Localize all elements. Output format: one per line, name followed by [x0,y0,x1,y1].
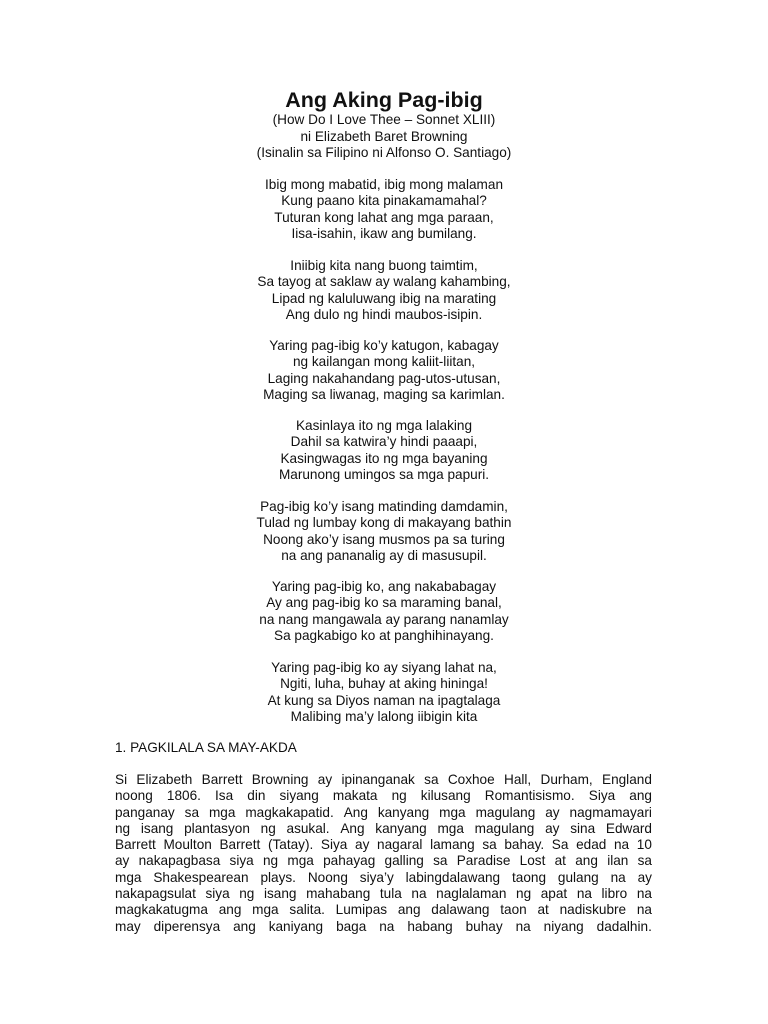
bio-word: Siya [320,837,348,853]
stanza-2 [0,258,768,323]
bio-word: Lost [519,853,546,869]
bio-word: sa [637,853,652,869]
bio-line [115,902,652,918]
bio-word: lamang [430,837,475,853]
bio-word: taon [500,902,527,918]
bio-word: at [554,853,566,869]
poem-line: Pag-ibig ko’y isang matinding damdamin, [260,499,508,514]
bio-word: buhay [465,918,503,934]
bio-word: libro [601,886,628,902]
bio-word: labingdalawang [405,869,501,885]
bio-word: 10 [636,837,652,853]
author-line: ni Elizabeth Baret Browning [300,128,468,144]
bio-word: gulang [557,869,599,885]
bio-word: na [636,886,652,902]
poem-line: Ang dulo ng hindi maubos-isipin. [285,306,483,322]
poem-line: Marunong umingos sa mga papuri. [278,466,490,482]
bio-word: mga [252,902,279,918]
poem-line: Iniibig kita nang buong taimtim, [290,258,478,273]
bio-word: kanyang [375,820,427,836]
translator-line: (Isinalin sa Filipino ni Alfonso O. Santiago) [256,145,512,160]
bio-word: ay [317,772,333,787]
bio-word: Coxhoe [447,772,495,787]
bio-word: Noong [307,869,348,885]
stanza-6 [0,579,768,644]
author-biography [115,772,652,935]
poem-line: Lipad ng kaluluwang ibig na marating [271,290,497,306]
bio-word: ng [262,853,279,869]
bio-word: mga [437,820,464,836]
bio-word: ng [391,788,407,804]
bio-word: Ang [343,804,368,820]
poem-line: Malibing ma’y lalong iibigin kita [290,708,478,724]
bio-word: niyang [543,918,584,934]
bio-word: mahabang [306,886,371,902]
bio-word: Sa [551,837,569,853]
bio-word: Paradise [456,853,511,869]
bio-word: ilan [607,853,629,869]
bio-word: Lumipas [335,902,388,918]
bio-word: na [515,918,531,934]
poem-title: Ang Aking Pag-ibig [285,88,483,112]
poem-line: ng kailangan mong kaliit-liitan, [292,354,476,370]
poem-line: Kasinlaya ito ng mga lalaking [295,418,473,433]
bio-word: baga [336,918,367,934]
poem-line: Yaring pag-ibig ko ay siyang lahat na, [271,660,497,675]
bio-word: England [602,772,652,787]
poem-line: Kasingwagas ito ng mga bayaning [280,450,488,466]
bio-word: sa [433,853,448,869]
bio-word: Barrett [201,772,243,787]
bio-word: nadiskubre [559,902,627,918]
bio-line [115,837,652,853]
bio-line [115,853,652,869]
bio-word: kilusang [420,788,471,804]
bio-line [115,772,652,788]
bio-word: kaniyang [268,918,324,934]
bio-word: Barrett [219,837,261,853]
bio-line [115,805,652,821]
bio-line [115,788,652,804]
bio-word: nakapagbasa [138,853,221,869]
bio-word: dalawang [431,902,490,918]
poem-line: na ang pananalig ay di masusupil. [281,547,487,563]
bio-word: tula [379,886,402,902]
bio-word: dadalhin. [596,918,652,934]
bio-line [115,886,652,902]
bio-word: (Tatay). [267,837,314,853]
bio-word: makata [332,788,378,804]
bio-word: siyang [279,788,319,804]
bio-word: at [537,902,549,918]
bio-word: kanyang [377,804,430,820]
stanza-7 [0,660,768,725]
bio-word: plantasyon [184,820,250,836]
bio-word: taong [512,869,547,885]
bio-word: ay [115,853,130,869]
bio-word: ng [516,886,532,902]
poem-line: Sa pagkabigo ko at panghihinayang. [274,627,494,643]
bio-word: na [379,918,395,934]
poem-line: Laging nakahandang pag-utos-utusan, [267,370,501,386]
bio-word: asukal. [286,820,330,836]
poem-subtitle [0,112,768,162]
poem-line: Yaring pag-ibig ko’y katugon, kabagay [269,338,499,353]
bio-word: mga [208,804,236,820]
bio-word: nakapagsulat [115,886,196,902]
poem-line: At kung sa Diyos naman na ipagtalaga [267,692,501,708]
bio-word: ang [575,853,598,869]
bio-word: sa [184,804,200,820]
bio-word: 1806. [166,788,201,804]
bio-word: pahayag [323,853,376,869]
bio-word: nagaral [377,837,423,853]
bio-word: noong [115,788,153,804]
bio-word: Browning [251,772,309,787]
section-heading: 1. PAGKILALA SA MAY-AKDA [115,740,297,755]
bio-word: magkakapatid. [245,804,334,820]
bio-word: galling [384,853,424,869]
poem-line: Kung paano kita pinakamamahal? [281,193,487,209]
bio-word: na [576,886,592,902]
bio-line [115,870,652,886]
bio-word: din [247,788,266,804]
bio-word: ay [355,837,370,853]
bio-word: mga [115,869,142,885]
bio-word: ay [637,869,652,885]
bio-word: ipinanganak [341,772,415,787]
bio-word: mga [439,804,466,820]
bio-word: magulang [475,804,536,820]
bio-word: panganay [115,804,175,820]
bio-word: siya [205,886,230,902]
poem-line: Ibig mong mabatid, ibig mong malaman [264,177,504,192]
bio-word: na [610,869,626,885]
bio-word: ay [545,804,560,820]
bio-word: ang [233,918,256,934]
bio-word: ng [260,820,276,836]
bio-word: isang [140,820,174,836]
bio-word: na [614,837,630,853]
bio-word: siya’y [359,869,394,885]
subtitle-line: (How Do I Love Thee – Sonnet XLIII) [272,112,496,127]
poem-line: Iisa-isahin, ikaw ang bumilang. [291,225,477,241]
bio-word: Romantisismo. [484,788,575,804]
poem-line: Yaring pag-ibig ko, ang nakababagay [271,579,497,594]
bio-word: Barrett [115,837,156,853]
bio-word: plays. [260,869,296,885]
bio-word: isang [263,886,297,902]
stanza-1 [0,177,768,242]
bio-word: magulang [474,820,535,836]
bio-word: Shakespearean [153,869,249,885]
bio-word: bahay. [504,837,545,853]
stanza-4 [0,418,768,483]
bio-word: salita. [289,902,325,918]
bio-word: Elizabeth [136,772,193,787]
bio-word: Moulton [163,837,212,853]
bio-word: may [115,918,141,934]
poem-line: Sa tayog at saklaw ay walang kahambing, [257,274,511,290]
bio-word: apat [540,886,568,902]
bio-word: Hall, [504,772,532,787]
bio-word: magkakatugma [115,902,208,918]
bio-word: Isa [215,788,234,804]
poem-line: na nang mangawala ay parang nanamlay [259,611,509,627]
bio-word: nagmamayari [569,804,652,820]
bio-word: ay [545,820,560,836]
bio-word: Edward [605,820,652,836]
bio-word: ng [115,820,131,836]
poem-line: Dahil sa katwira’y hindi paaapi, [290,434,478,450]
poem-line: Tulad ng lumbay kong di makayang bathin [256,515,512,531]
bio-word: Durham, [540,772,593,787]
stanza-3 [0,338,768,403]
bio-word: mga [287,853,314,869]
bio-word: ang [629,788,652,804]
bio-word: habang [407,918,453,934]
poem-line: Noong ako’y isang musmos pa sa turing [263,531,505,547]
bio-word: siya [229,853,254,869]
bio-word: na [636,902,652,918]
bio-word: naglalaman [436,886,507,902]
poem-line: Tuturan kong lahat ang mga paraan, [274,209,494,225]
stanza-5 [0,499,768,564]
bio-word: sa [482,837,497,853]
bio-line [115,821,652,837]
bio-word: diperensya [153,918,221,934]
bio-word: Ang [340,820,365,836]
bio-word: sina [570,820,596,836]
bio-word: Siya [588,788,616,804]
poem-line: Ngiti, luha, buhay at aking hininga! [280,676,488,692]
bio-word: ang [397,902,421,918]
bio-word: ang [218,902,242,918]
poem-line: Ay ang pag-ibig ko sa maraming banal, [266,595,502,611]
bio-word: sa [424,772,439,787]
bio-word: ng [239,886,255,902]
poem-line: Maging sa liwanag, maging sa karimlan. [263,386,505,402]
bio-line [115,919,652,935]
bio-word: Si [115,772,128,787]
bio-word: na [411,886,427,902]
bio-word: edad [576,837,607,853]
